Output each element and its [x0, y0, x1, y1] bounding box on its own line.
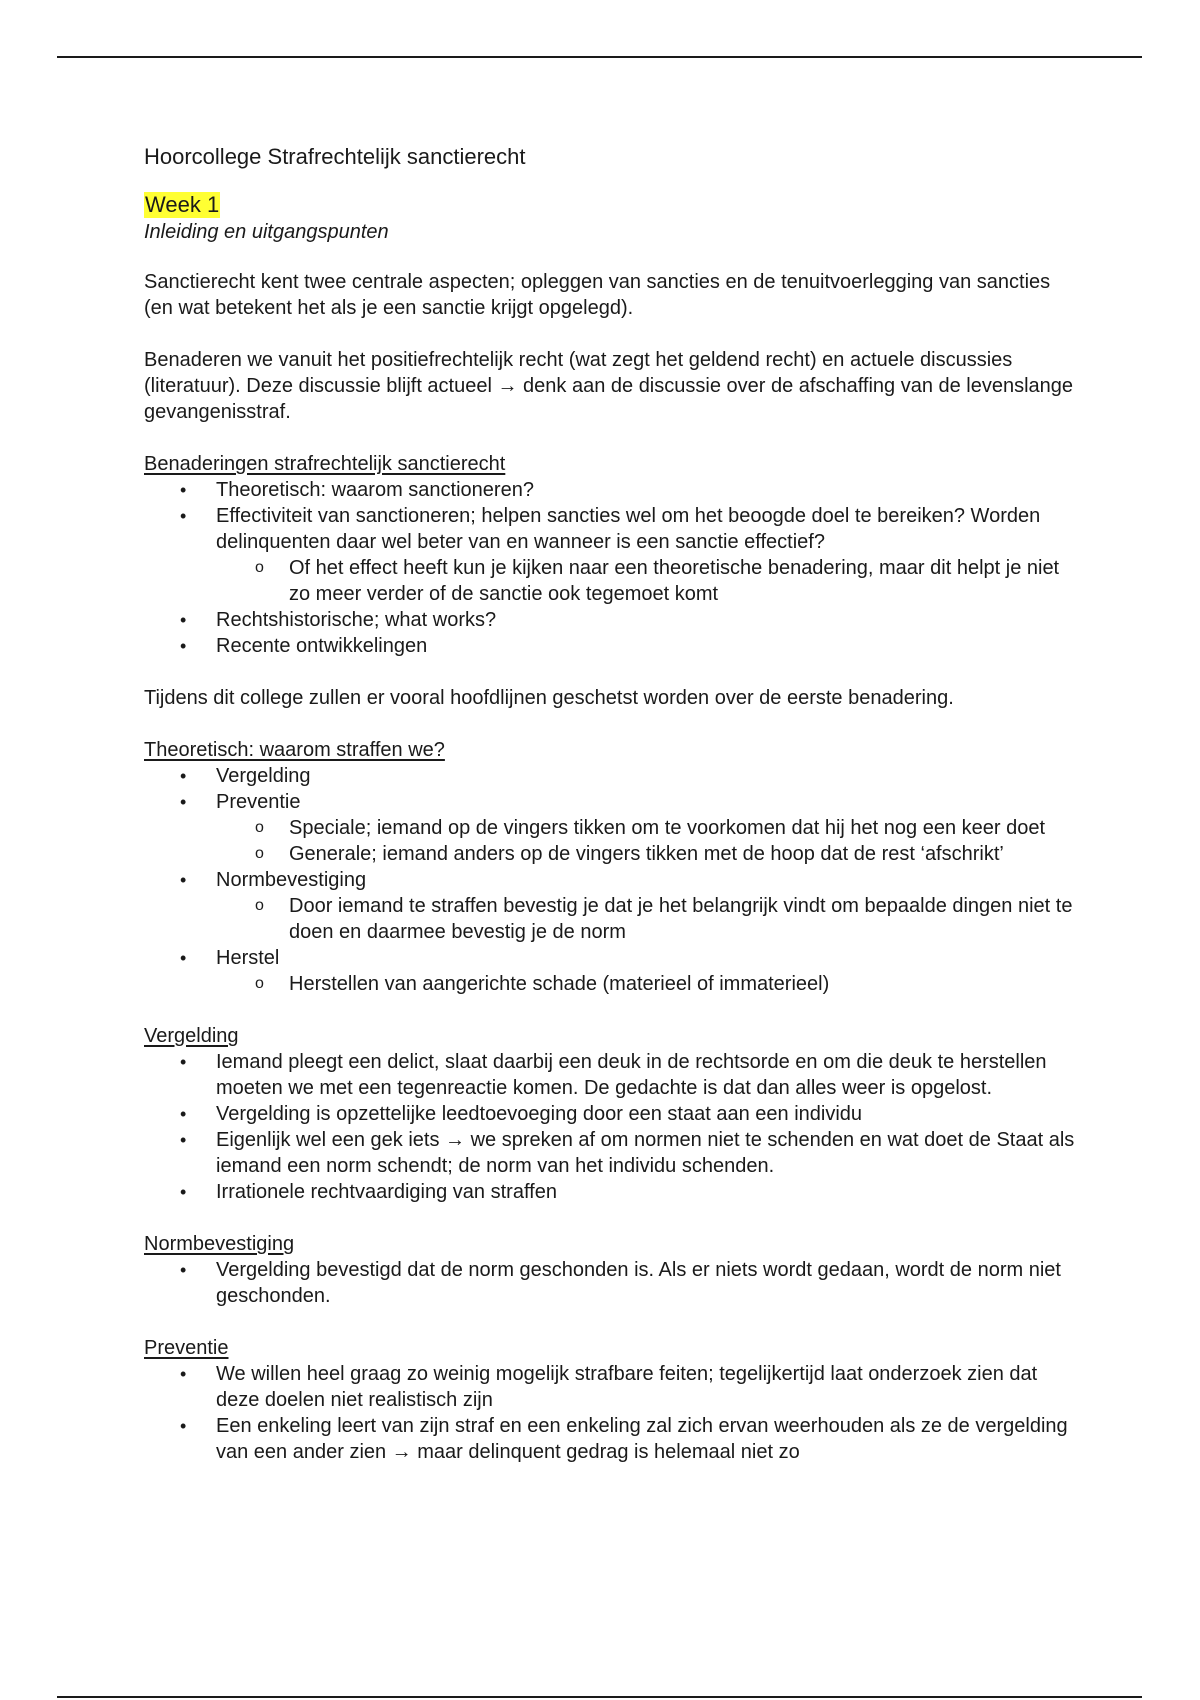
section-heading-normbevestiging: Normbevestiging	[144, 1233, 295, 1255]
list-item-text: Herstellen van aangerichte schade (materieel of immaterieel)	[289, 973, 830, 995]
section-heading-theoretisch: Theoretisch: waarom straffen we?	[144, 739, 445, 761]
header-rule	[57, 56, 1142, 58]
list-item-text: Vergelding	[216, 765, 311, 787]
bullet-icon: •	[180, 1416, 187, 1436]
list-item	[144, 1413, 1084, 1465]
bullet-icon: •	[180, 610, 187, 630]
sub-bullet-icon: o	[255, 559, 264, 576]
bullet-icon: •	[180, 506, 187, 526]
section-heading-benaderingen: Benaderingen strafrechtelijk sanctierecht	[144, 453, 506, 475]
paragraph-college: Tijdens dit college zullen er vooral hoofdlijnen geschetst worden over de eerste benadering.	[144, 687, 954, 709]
list-theoretisch	[144, 763, 1084, 997]
paragraph-approach: Benaderen we vanuit het positiefrechtelijk recht (wat zegt het geldend recht) en actuele discussies (literatuur). Deze discussie blijft actueel → denk aan de discussie over de afschaffing van de levenslange gevangenisstraf.	[144, 349, 1074, 423]
list-item	[144, 1049, 1084, 1101]
sub-list-item	[144, 971, 1084, 997]
list-item-text: Vergelding is opzettelijke leedtoevoeging door een staat aan een individu	[216, 1103, 863, 1125]
list-item	[144, 503, 1084, 555]
week-line	[144, 192, 1084, 219]
sub-list-item	[144, 893, 1084, 945]
bullet-icon: •	[180, 480, 187, 500]
bullet-icon: •	[180, 792, 187, 812]
list-item-text: Normbevestiging	[216, 869, 367, 891]
list-item-text: Of het effect heeft kun je kijken naar een theoretische benadering, maar dit helpt je niet zo meer verder of de sanctie ook tegemoet komt	[289, 557, 1060, 605]
list-normbevestiging	[144, 1257, 1084, 1309]
list-item-text: Effectiviteit van sanctioneren; helpen sancties wel om het beoogde doel te bereiken? Worden delinquenten daar wel beter van en wanneer is een sanctie effectief?	[216, 505, 1041, 553]
list-item	[144, 477, 1084, 503]
list-item-text: Rechtshistorische; what works?	[216, 609, 497, 631]
list-item-text: Theoretisch: waarom sanctioneren?	[216, 479, 534, 501]
bullet-icon: •	[180, 948, 187, 968]
list-item-text: Door iemand te straffen bevestig je dat je het belangrijk vindt om bepaalde dingen niet te doen en daarmee bevestig je de norm	[289, 895, 1073, 943]
sub-list-item	[144, 841, 1084, 867]
list-item-text: Vergelding bevestigd dat de norm geschonden is. Als er niets wordt gedaan, wordt de norm niet geschonden.	[216, 1259, 1061, 1307]
list-item	[144, 1101, 1084, 1127]
list-item	[144, 789, 1084, 815]
list-item	[144, 1361, 1084, 1413]
list-item-text: Eigenlijk wel een gek iets → we spreken af om normen niet te schenden en wat doet de Staat als iemand een norm schendt; de norm van het individu schenden.	[216, 1129, 1075, 1177]
list-item	[144, 1179, 1084, 1205]
list-item	[144, 867, 1084, 893]
document-title: Hoorcollege Strafrechtelijk sanctierecht	[144, 144, 526, 169]
bullet-icon: •	[180, 636, 187, 656]
section-heading-vergelding: Vergelding	[144, 1025, 239, 1047]
sub-bullet-icon: o	[255, 975, 264, 992]
list-item-text: We willen heel graag zo weinig mogelijk strafbare feiten; tegelijkertijd laat onderzoek zien dat deze doelen niet realistisch zijn	[216, 1363, 1038, 1411]
list-item	[144, 633, 1084, 659]
list-benaderingen	[144, 477, 1084, 659]
list-item-text: Irrationele rechtvaardiging van straffen	[216, 1181, 557, 1203]
list-item-text: Recente ontwikkelingen	[216, 635, 428, 657]
list-vergelding	[144, 1049, 1084, 1205]
week-label-highlight: Week 1	[145, 192, 220, 217]
list-item-text: Preventie	[216, 791, 301, 813]
sub-list-item	[144, 555, 1084, 607]
sub-bullet-icon: o	[255, 819, 264, 836]
bullet-icon: •	[180, 1182, 187, 1202]
section-heading-preventie: Preventie	[144, 1337, 229, 1359]
list-item	[144, 607, 1084, 633]
bullet-icon: •	[180, 766, 187, 786]
bullet-icon: •	[180, 1364, 187, 1384]
list-preventie	[144, 1361, 1084, 1465]
bullet-icon: •	[180, 1130, 187, 1150]
sub-list-item	[144, 815, 1084, 841]
bullet-icon: •	[180, 1260, 187, 1280]
list-item	[144, 763, 1084, 789]
sub-bullet-icon: o	[255, 845, 264, 862]
list-item	[144, 1127, 1084, 1179]
list-item	[144, 945, 1084, 971]
document-page	[144, 142, 1084, 1491]
list-item-text: Generale; iemand anders op de vingers tikken met de hoop dat de rest ‘afschrikt’	[289, 843, 1004, 865]
sub-bullet-icon: o	[255, 897, 264, 914]
list-item	[144, 1257, 1084, 1309]
list-item-text: Een enkeling leert van zijn straf en een enkeling zal zich ervan weerhouden als ze de vergelding van een ander zien → maar delinquent gedrag is helemaal niet zo	[216, 1415, 1068, 1463]
list-item-text: Herstel	[216, 947, 280, 969]
list-item-text: Iemand pleegt een delict, slaat daarbij een deuk in de rechtsorde en om die deuk te herstellen moeten we met een tegenreactie komen. De gedachte is dat dan alles weer is opgelost.	[216, 1051, 1047, 1099]
bullet-icon: •	[180, 1104, 187, 1124]
list-item-text: Speciale; iemand op de vingers tikken om te voorkomen dat hij het nog een keer doet	[289, 817, 1046, 839]
document-subtitle: Inleiding en uitgangspunten	[144, 221, 389, 243]
bullet-icon: •	[180, 870, 187, 890]
bullet-icon: •	[180, 1052, 187, 1072]
footer-rule	[57, 1696, 1142, 1698]
paragraph-intro: Sanctierecht kent twee centrale aspecten; opleggen van sancties en de tenuitvoerlegging van sancties (en wat betekent het als je een sanctie krijgt opgelegd).	[144, 271, 1051, 319]
